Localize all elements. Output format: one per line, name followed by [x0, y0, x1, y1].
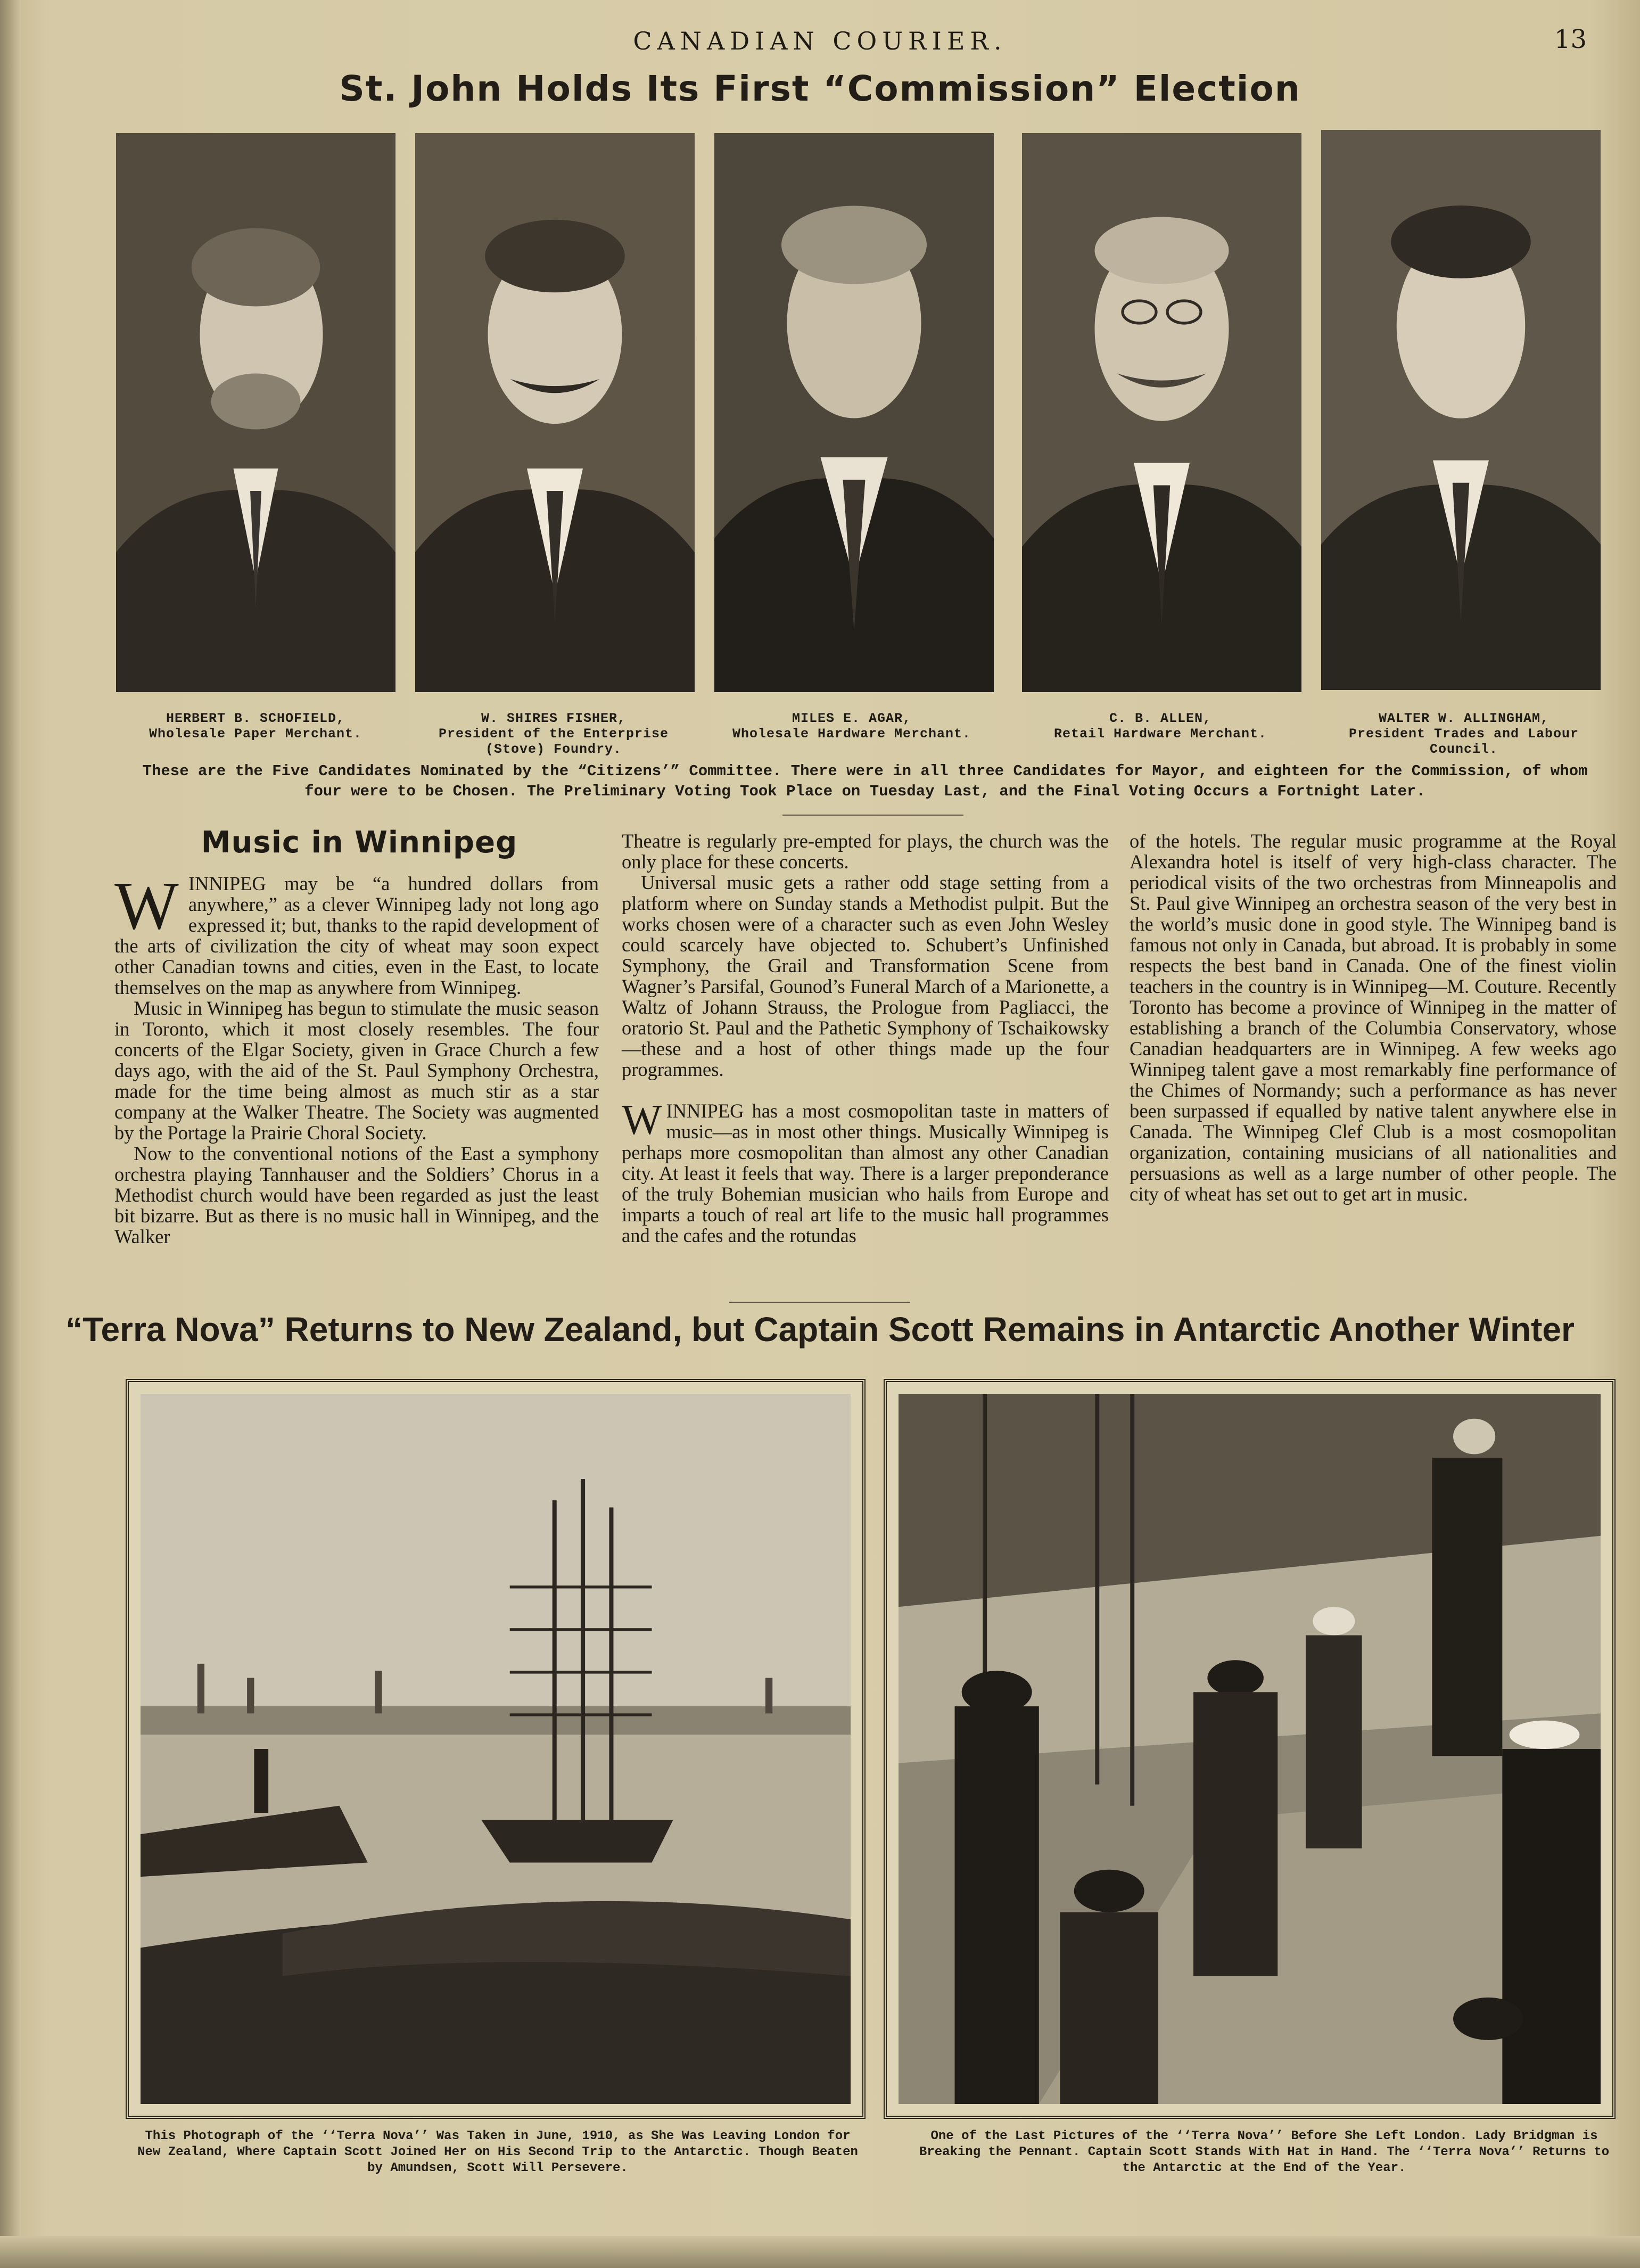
- candidate-role: President Trades and Labour Council.: [1348, 726, 1579, 757]
- article-column-2: [622, 831, 1109, 1246]
- divider-rule: [729, 1302, 910, 1303]
- article-paragraph: of the hotels. The regular music programme at the Royal Alexandra hotel is itself of very high-class character. The periodical visits of the two orchestras from Minneapolis and St. Paul give Winnipeg an orchestra season of the very best in the world’s music done in good style. The Winnipeg band is famous not only in Canada, but abroad. It is probably in some respects the best band in Canada. One of the finest violin teachers in the country is in Winnipeg—M. Couture. Recently Toronto has become a province of Winnipeg in the matter of establishing a branch of the Columbia Conservatory, whose Canadian headquarters are in Winnipeg. A few weeks ago Winnipeg talent gave a most remarkably fine performance of the Chimes of Normandy; such a performance as has never been surpassed if equalled by native talent anywhere else in Canada. The Winnipeg Clef Club is a most cosmopolitan organization, containing musicians of all nationalities and persuasions as well as a large number of other people. The city of wheat has set out to get art in music.: [1130, 830, 1617, 1205]
- candidate-name: WALTER W. ALLINGHAM,: [1378, 711, 1550, 726]
- caption-candidate-5: [1315, 711, 1613, 757]
- page-bottom-shadow: [0, 2236, 1640, 2268]
- candidate-role: Retail Hardware Merchant.: [1053, 726, 1267, 742]
- article-paragraph: Theatre is regularly pre-empted for plays, the church was the only place for these concerts.: [622, 830, 1109, 873]
- portrait-fisher: [415, 133, 695, 692]
- portrait-allen: [1022, 133, 1301, 692]
- drop-cap: W: [622, 1097, 662, 1144]
- candidate-role: President of the Enterprise (Stove) Foundry.: [438, 726, 669, 757]
- candidate-name: C. B. ALLEN,: [1109, 711, 1212, 726]
- election-headline: St. John Holds Its First “Commission” Election: [339, 68, 1301, 109]
- divider-rule: [782, 815, 963, 816]
- candidate-role: Wholesale Hardware Merchant.: [732, 726, 971, 742]
- running-title: CANADIAN COURIER.: [633, 27, 1007, 55]
- page-gutter-shadow: [0, 0, 21, 2268]
- photo-terra-nova-deck: [884, 1379, 1616, 2119]
- candidate-role: Wholesale Paper Merchant.: [149, 726, 362, 742]
- terra-nova-headline: “Terra Nova” Returns to New Zealand, but Captain Scott Remains in Antarctic Another Winter: [65, 1310, 1575, 1349]
- photo-terra-nova-ship: [126, 1379, 866, 2119]
- caption-candidate-3: [703, 711, 1001, 742]
- portrait-allingham: [1321, 130, 1601, 690]
- article-paragraph: Universal music gets a rather odd stage setting from a platform where on Sunday stands a Methodist pulpit. But the works chosen were of a character such as even John Wesley could scarcely have objected to. Schubert’s Unfinished Symphony, the Grail and Transformation Scene from Wagner’s Parsifal, Gounod’s Funeral March of a Marionette, a Waltz of Johann Strauss, the Prologue from Pagliacci, the oratorio St. Paul and the Pathetic Symphony of Tschaikowsky—these and a host of other things made up the four programmes.: [622, 872, 1109, 1080]
- caption-candidate-2: [405, 711, 703, 757]
- caption-ship-photo: This Photograph of the ‘‘Terra Nova’’ Was Taken in June, 1910, as She Was Leaving London for New Zealand, Where Captain Scott Joined Her on His Second Trip to the Antarctic. Though Beaten by Amundsen, Scott Will Persevere.: [137, 2129, 858, 2175]
- drop-cap: W: [114, 868, 179, 943]
- page-number: 13: [1554, 24, 1587, 54]
- candidate-name: MILES E. AGAR,: [792, 711, 912, 726]
- portrait-agar: [714, 133, 994, 692]
- candidate-name: W. SHIRES FISHER,: [481, 711, 627, 726]
- article-paragraph: WINNIPEG has a most cosmopolitan taste in matters of music—as in most other things. Musically Winnipeg is perhaps more cosmopolitan than almost any other Canadian city. At least it feels that way. There is a larger preponderance of the truly Bohemian musician who hails from Europe and imparts a touch of real art life to the music hall programmes and the cafes and the rotundas: [622, 1097, 1109, 1246]
- article-paragraph: Now to the conventional notions of the East a symphony orchestra playing Tannhauser and the Soldiers’ Chorus in a Methodist church would have been regarded as just the least bit bizarre. But as there is no music hall in Winnipeg, and the Walker: [114, 1143, 599, 1247]
- article-paragraph: Music in Winnipeg has begun to stimulate the music season in Toronto, which it most closely resembles. The four concerts of the Elgar Society, given in Grace Church a few days ago, with the aid of the St. Paul Symphony Orchestra, made for the time being almost as much stir as a star company at the Walker Theatre. The Society was augmented by the Portage la Prairie Choral Society.: [114, 997, 599, 1144]
- article-column-3: [1130, 831, 1617, 1204]
- article-title: Music in Winnipeg: [201, 825, 518, 860]
- article-paragraph: WINNIPEG may be “a hundred dollars from anywhere,” as a clever Winnipeg lady not long ago expressed it; but, thanks to the rapid development of the arts of civilization the city of wheat may soon expect other Canadian towns and cities, even in the East, to locate themselves on the map as anywhere from Winnipeg.: [114, 868, 599, 998]
- article-column-1: [114, 868, 599, 1247]
- caption-candidate-4: [1011, 711, 1309, 742]
- portrait-schofield: [116, 133, 395, 692]
- caption-candidate-1: [106, 711, 405, 742]
- election-caption: These are the Five Candidates Nominated by the “Citizens’” Committee. There were in all three Candidates for Mayor, and eighteen for the Commission, of whom four were to be Chosen. The Preliminary Voting Took Place on Tuesday Last, and the Final Voting Occurs a Fortnight Later.: [142, 762, 1588, 800]
- candidate-name: HERBERT B. SCHOFIELD,: [166, 711, 345, 726]
- caption-deck-photo: One of the Last Pictures of the ‘‘Terra Nova’’ Before She Left London. Lady Bridgman is Breaking the Pennant. Captain Scott Stands With Hat in Hand. The ‘‘Terra Nova’’ Returns to the Antarctic at the End of the Year.: [919, 2129, 1610, 2175]
